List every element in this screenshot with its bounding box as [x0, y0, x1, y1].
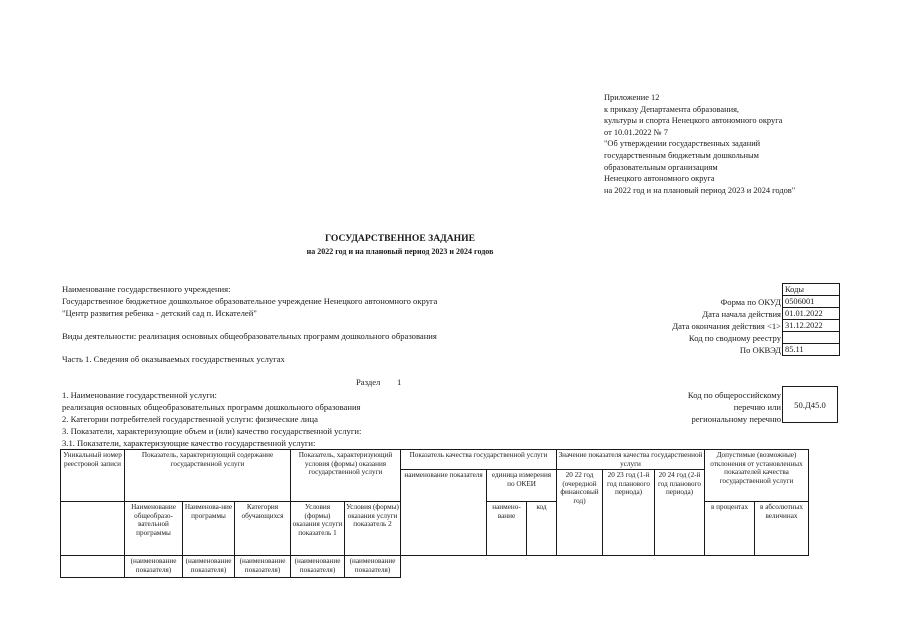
code-label-end: Дата окончания действия <1> [672, 321, 781, 331]
caption-blank [705, 556, 755, 578]
header-conditions-indicator: Показатель, характеризующий условия (формы) оказания государственной услуги [291, 450, 401, 502]
appendix-line: культуры и спорта Ненецкого автономного округа [604, 116, 783, 126]
col-unit-code: код [527, 502, 557, 556]
indicator-caption: (наименование показателя) [345, 556, 401, 578]
quality-table [60, 449, 809, 578]
col-learner-category: Категория обучающихся [235, 502, 291, 556]
appendix-line: "Об утверждении государственных заданий [604, 139, 761, 149]
col-program-type: Наименование общеобразо-вательной программы [125, 502, 183, 556]
col-deviation-percent: в процентах [705, 502, 755, 556]
quality-heading: 3.1. Показатели, характеризующие качество государственной услуги: [62, 438, 316, 448]
document-title: ГОСУДАРСТВЕННОЕ ЗАДАНИЕ [325, 233, 475, 244]
section-number: 1 [397, 377, 402, 387]
service-name: реализация основных общеобразовательных программ дошкольного образования [62, 402, 361, 412]
caption-blank [755, 556, 809, 578]
registry-code-value: 50.Д45.0 [782, 386, 838, 423]
caption-blank [487, 556, 527, 578]
col-deviation-absolute: в абсолютных величинах [755, 502, 809, 556]
part-heading: Часть 1. Сведения об оказываемых государственных услугах [62, 354, 285, 364]
indicator-caption: (наименование показателя) [183, 556, 235, 578]
code-label-okved: По ОКВЭД [739, 345, 781, 355]
header-unique-number: Уникальный номер реестровой записи [61, 450, 125, 502]
caption-empty [61, 556, 125, 578]
appendix-line: Ненецкого автономного округа [604, 174, 715, 184]
code-label-start: Дата начала действия [702, 309, 781, 319]
registry-code-label-2: перечню или [733, 402, 781, 412]
indicator-caption: (наименование показателя) [291, 556, 345, 578]
code-value-registry [783, 332, 840, 344]
caption-blank [655, 556, 705, 578]
codes-header: Коды [783, 284, 840, 296]
caption-blank [527, 556, 557, 578]
appendix-line: на 2022 год и на плановый период 2023 и 2024 годов" [604, 185, 796, 195]
registry-code-label: Код по общероссийскому [687, 390, 781, 400]
service-label: 1. Наименование государственной услуги: [62, 390, 217, 400]
col-condition-1: Условия (формы) оказания услуги показатель 1 [291, 502, 345, 556]
col-program-name: Наименова-ние программы [183, 502, 235, 556]
caption-blank [557, 556, 603, 578]
indicator-caption: (наименование показателя) [235, 556, 291, 578]
appendix-line: образовательным организациям [604, 162, 718, 172]
content-subheader-empty [61, 502, 125, 556]
consumer-category: 2. Категории потребителей государственной услуги: физические лица [62, 414, 318, 424]
institution-name-2: "Центр развития ребенка - детский сад п. Искателей" [62, 308, 257, 318]
header-year-2023: 20 23 год (1-й год планового периода) [603, 470, 655, 556]
header-indicator-name: наименование показателя [401, 470, 487, 556]
header-year-2024: 20 24 год (2-й год планового периода) [655, 470, 705, 556]
appendix-line: к приказу Департамента образования, [604, 104, 740, 114]
code-label-okud: Форма по ОКУД [720, 297, 781, 307]
code-value-okud: 0506001 [783, 296, 840, 308]
appendix-line: от 10.01.2022 № 7 [604, 127, 668, 137]
col-condition-2: Условия (формы) оказания услуги показатель 2 [345, 502, 401, 556]
institution-name: Государственное бюджетное дошкольное образовательное учреждение Ненецкого автономного округа [62, 296, 438, 306]
header-allowed-deviation: Допустимые (возможные) отклонения от установленных показателей качества государственной услуги [705, 450, 809, 502]
header-unit-okei: единица измерения по ОКЕИ [487, 470, 557, 502]
caption-blank [401, 556, 487, 578]
col-unit-name: наимено-вание [487, 502, 527, 556]
indicators-heading: 3. Показатели, характеризующие объем и (или) качество государственной услуги: [62, 426, 362, 436]
header-quality-value: Значение показателя качества государственной услуги [557, 450, 705, 470]
code-value-start: 01.01.2022 [783, 308, 840, 320]
header-year-2022: 20 22 год (очередной финансовый год) [557, 470, 603, 556]
activity-types: Виды деятельности: реализация основных общеобразовательных программ дошкольного образования [62, 331, 437, 341]
appendix-block [604, 92, 795, 196]
indicator-caption: (наименование показателя) [125, 556, 183, 578]
registry-code-label-3: региональному перечню [691, 414, 781, 424]
institution-label: Наименование государственного учреждения: [62, 284, 231, 294]
appendix-line: государственным бюджетным дошкольным [604, 150, 759, 160]
caption-blank [603, 556, 655, 578]
document-subtitle: на 2022 год и на плановый период 2023 и 2024 годов [306, 247, 494, 256]
header-content-indicator: Показатель, характеризующий содержание государственной услуги [125, 450, 291, 502]
code-label-registry: Код по сводному реестру [688, 333, 781, 343]
appendix-line: Приложение 12 [604, 93, 660, 102]
codes-table [782, 283, 840, 356]
code-value-end: 31.12.2022 [783, 320, 840, 332]
section-label: Раздел [356, 377, 381, 387]
header-quality-indicator: Показатель качества государственной услуги [401, 450, 557, 470]
code-value-okved: 85.11 [783, 344, 840, 356]
